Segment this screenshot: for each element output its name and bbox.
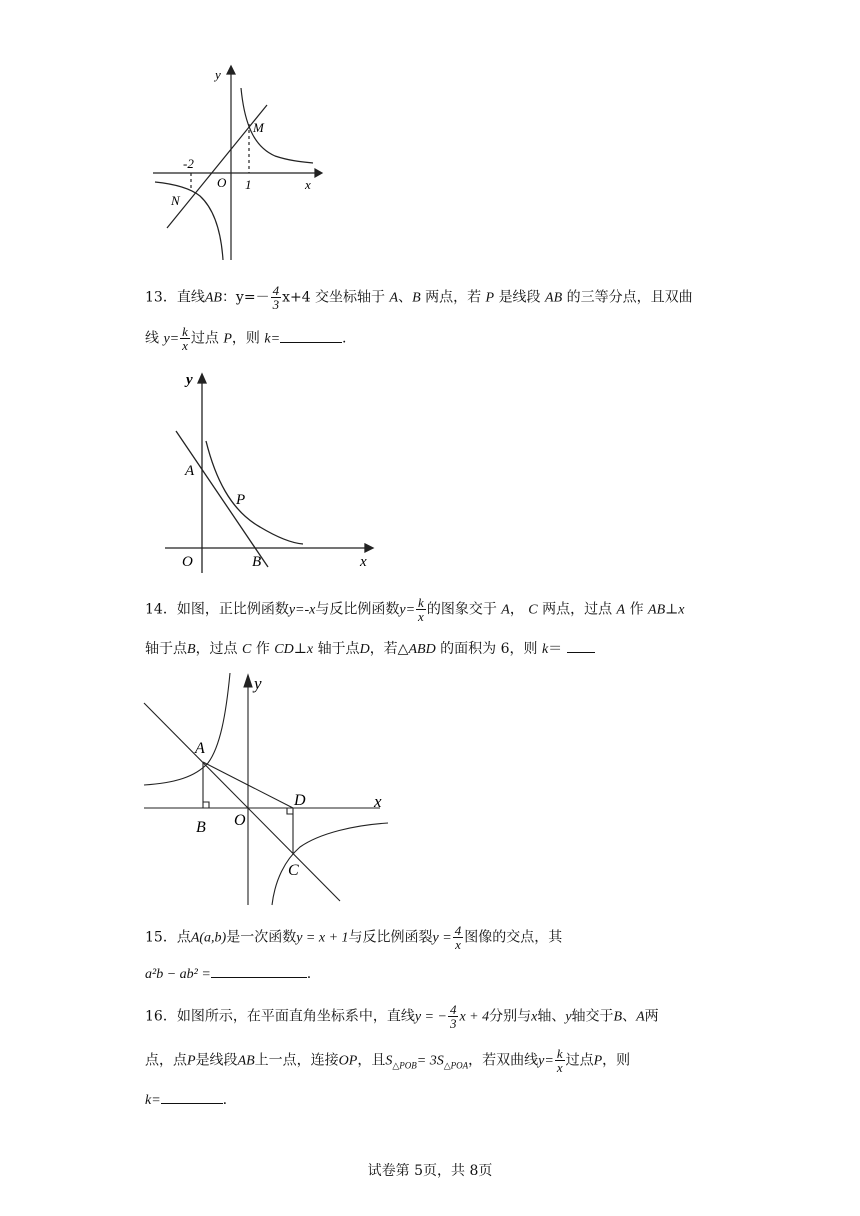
label-y: y xyxy=(215,67,221,82)
answer-blank-16[interactable] xyxy=(161,1091,223,1104)
label-m: M xyxy=(253,120,264,135)
line-y-neg-x xyxy=(144,703,340,901)
question-14-line2: 轴于点B，过点 C 作 CD⊥x 轴于点D，若△ABD 的面积为 6，则 k＝ xyxy=(145,640,595,657)
x-axis-arrow xyxy=(315,169,322,177)
question-13-line2: 线 y= $\frac{k}{x}$ 过点 P，则 k= . xyxy=(145,324,347,353)
label-c: C xyxy=(288,862,299,879)
label-p: P xyxy=(236,492,246,508)
fraction-k-x: $\frac{k}{x}$ xyxy=(418,595,424,624)
question-15-line2: a²b − ab² = . xyxy=(145,966,312,982)
right-angle-d xyxy=(287,808,293,814)
label-o: O xyxy=(217,175,227,190)
hyperbola-branch-q1 xyxy=(241,88,313,163)
label-b: B xyxy=(252,554,262,570)
question-15-line1: 15．点A(a,b)是一次函数y = x + 1与反比例函裂y = $\frac{4}{x}$ 图像的交点，其 xyxy=(145,923,563,952)
label-a: A xyxy=(195,740,205,757)
label-1: 1 xyxy=(245,177,252,192)
label-a: A xyxy=(185,463,195,479)
label-x: x xyxy=(305,177,311,192)
page-footer: 试卷第 5页，共 8页 xyxy=(367,1163,493,1179)
y-axis-arrow xyxy=(198,374,206,383)
answer-blank-14[interactable] xyxy=(567,640,595,653)
label-x: x xyxy=(374,792,382,811)
hyperbola-branch-q3 xyxy=(155,182,223,260)
fraction-k-x: $\frac{k}{x}$ xyxy=(182,324,188,353)
hyperbola-branch-q2 xyxy=(144,673,230,785)
answer-blank-15[interactable] xyxy=(211,965,307,978)
label-neg2: -2 xyxy=(183,156,194,171)
label-y: y xyxy=(186,372,193,388)
hyperbola-curve xyxy=(206,441,303,544)
y-axis-arrow xyxy=(244,675,252,687)
right-angle-b xyxy=(203,802,209,808)
x-axis-arrow xyxy=(365,544,373,552)
question-16-line1: 16．如图所示，在平面直角坐标系中，直线y = − $\frac{4}{3}$ x + 4分别与x轴、y轴交于B、A两 xyxy=(145,1002,659,1031)
label-o: O xyxy=(234,812,246,829)
figure-q12 xyxy=(145,60,325,265)
fraction-4-x: $\frac{4}{x}$ xyxy=(454,923,462,952)
y-axis-arrow xyxy=(227,66,235,74)
fraction-4-3: $\frac{4}{3}$ xyxy=(272,283,280,312)
figure-q14 xyxy=(140,665,395,910)
question-13-line1: 13．直线AB：y=－ $\frac{4}{3}$ x+4 交坐标轴于 A、B 两点，若 P 是线段 AB 的三等分点，且双曲 xyxy=(145,283,693,312)
label-n: N xyxy=(171,193,180,208)
label-d: D xyxy=(294,792,306,809)
label-b: B xyxy=(196,819,206,836)
question-16-line2: 点，点P是线段AB上一点，连接OP，且$S_{\triangle POB}= 3S_{\triangle POA}$，若双曲线y= $\frac{k}{x}$ 过点P，则 xyxy=(145,1046,631,1075)
question-16-line3: k= . xyxy=(145,1092,228,1108)
fraction-4-3: $\frac{4}{3}$ xyxy=(449,1002,457,1031)
label-y: y xyxy=(254,674,262,693)
question-14-line1: 14．如图，正比例函数y=-x与反比例函数y= $\frac{k}{x}$ 的图象交于 A， C 两点，过点 A 作 AB⊥x xyxy=(145,595,685,624)
line-ab xyxy=(176,431,268,567)
figure-q13 xyxy=(160,365,385,575)
answer-blank-13[interactable] xyxy=(280,330,342,343)
line-through-m-n xyxy=(167,105,267,228)
fraction-k-x: $\frac{k}{x}$ xyxy=(556,1046,563,1075)
label-x: x xyxy=(360,554,367,570)
label-o: O xyxy=(182,554,193,570)
